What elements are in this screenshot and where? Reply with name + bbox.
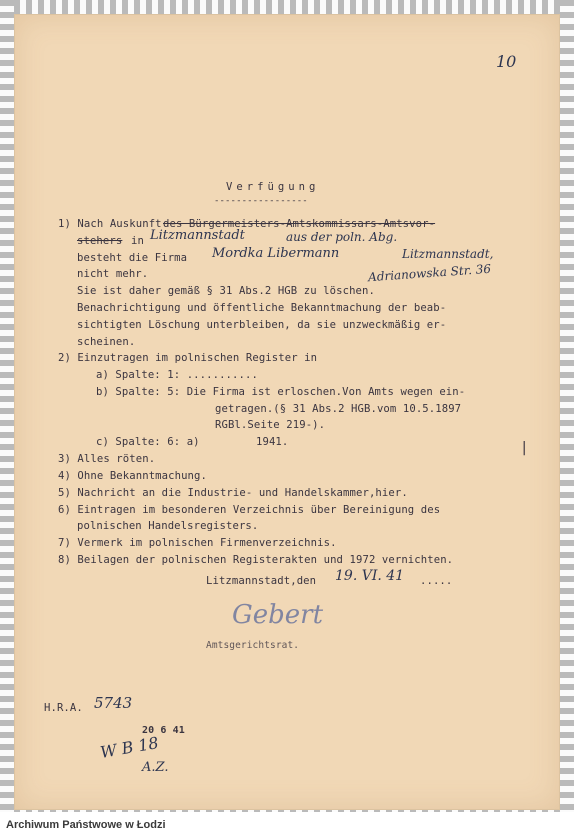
struck-text: des Bürgermeisters-Amtskommissars-Amtsvor- — [163, 218, 436, 230]
signature: Gebert — [232, 600, 324, 630]
margin-mark: | — [520, 440, 529, 456]
place-date-label: Litzmannstadt,den — [206, 575, 317, 587]
body-line: nicht mehr. — [77, 268, 149, 280]
body-line: 4) Ohne Bekanntmachung. — [58, 470, 207, 482]
handwritten-street: Adrianowska Str. 36 — [367, 261, 492, 285]
body-line: 1941. — [256, 436, 289, 448]
body-line: 3) Alles röten. — [58, 453, 156, 465]
signature-role: Amtsgerichtsrat. — [206, 640, 300, 651]
body-line: 8) Beilagen der polnischen Registerakten und 1972 vernichten. — [58, 554, 454, 566]
handwritten-firm-name: Mordka Libermann — [212, 246, 340, 261]
film-border-top — [14, 0, 560, 14]
page-number: 10 — [496, 52, 517, 71]
struck-text: stehers — [77, 235, 123, 247]
handwritten-register-number: 5743 — [94, 694, 133, 712]
body-line: 2) Einzutragen im polnischen Register in — [58, 352, 318, 364]
body-line: in — [131, 235, 144, 247]
document-title: Verfügung — [226, 181, 320, 193]
film-border-right — [560, 0, 574, 812]
body-line: scheinen. — [77, 336, 136, 348]
body-line: sichtigten Löschung unterbleiben, da sie unzweckmäßig er- — [77, 319, 447, 331]
handwritten-note: aus der poln. Abg. — [286, 230, 398, 244]
body-line: RGBl.Seite 219-). — [215, 419, 326, 431]
body-line: 1) Nach Auskunft — [58, 218, 162, 230]
handwritten-place: Litzmannstadt — [150, 228, 245, 243]
body-line: c) Spalte: 6: a) — [96, 436, 200, 448]
film-border-left — [0, 0, 14, 812]
body-line: 6) Eintragen im besonderen Verzeichnis über Bereinigung des — [58, 504, 441, 516]
date-stamp: 20 6 41 — [142, 725, 185, 736]
handwritten-date: 19. VI. 41 — [335, 568, 405, 584]
archive-name: Archiwum Państwowe w Łodzi — [6, 819, 166, 831]
body-line: b) Spalte: 5: Die Firma ist erloschen.Von Amts wegen ein- — [96, 386, 466, 398]
body-line: a) Spalte: 1: ........... — [96, 369, 258, 381]
handwritten-place: Litzmannstadt, — [402, 247, 494, 261]
body-line: polnischen Handelsregisters. — [77, 520, 259, 532]
body-line: Benachrichtigung und öffentliche Bekanntmachung der beab- — [77, 302, 447, 314]
body-line: besteht die Firma — [77, 252, 188, 264]
body-line: getragen.(§ 31 Abs.2 HGB.vom 10.5.1897 — [215, 403, 462, 415]
archive-footer — [0, 812, 574, 840]
title-underline: ----------------- — [214, 196, 308, 206]
date-dots: ..... — [420, 575, 453, 587]
body-line: Sie ist daher gemäß § 31 Abs.2 HGB zu löschen. — [77, 285, 375, 297]
handwritten-initials: W B 18 — [98, 733, 160, 762]
register-label: H.R.A. — [44, 702, 83, 714]
handwritten-initials: A.Z. — [142, 760, 169, 775]
body-line: 5) Nachricht an die Industrie- und Handelskammer,hier. — [58, 487, 408, 499]
body-line: 7) Vermerk im polnischen Firmenverzeichnis. — [58, 537, 337, 549]
